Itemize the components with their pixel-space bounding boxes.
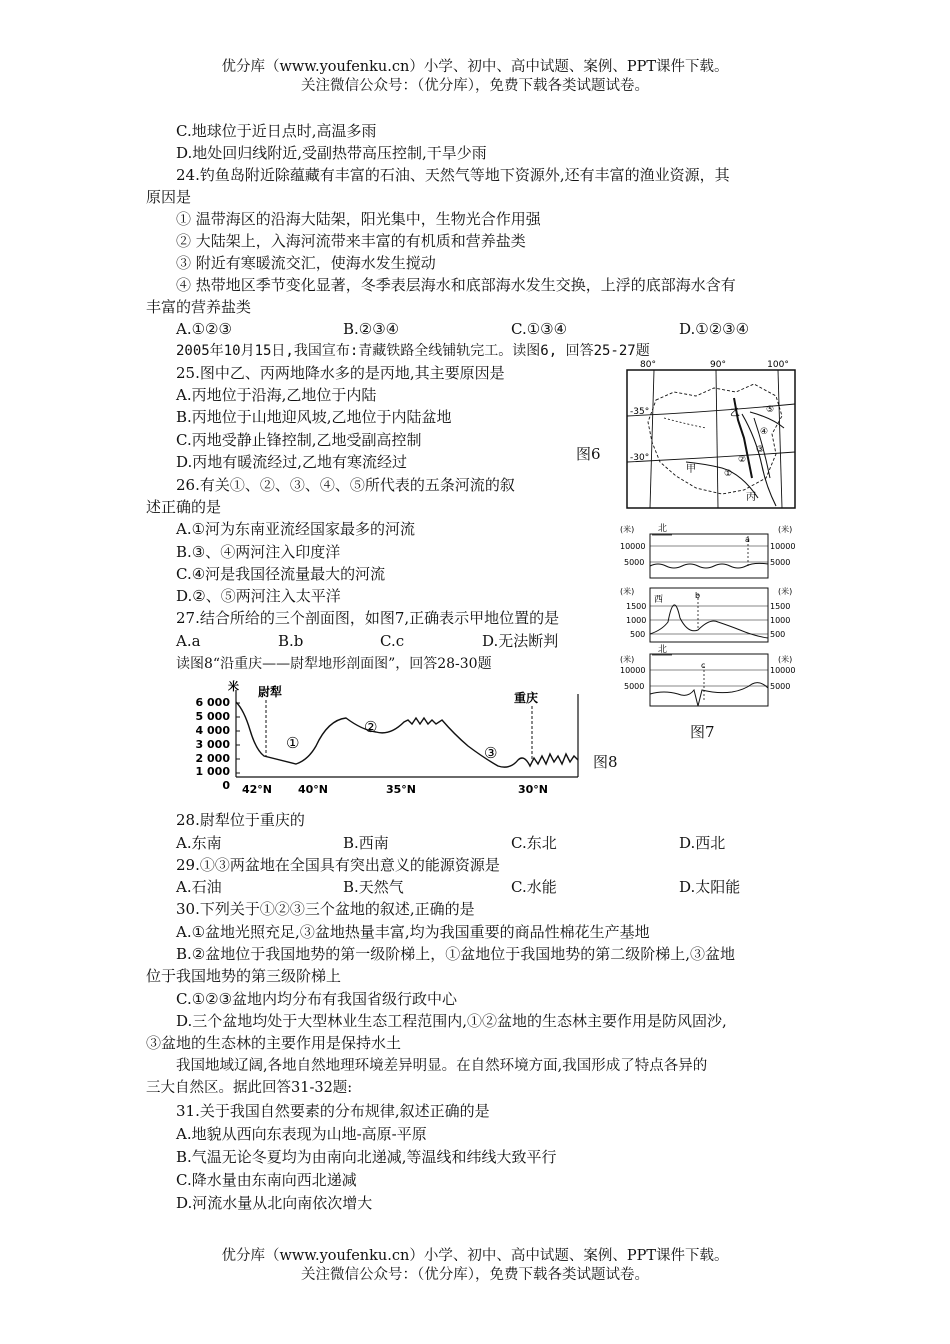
fig7-profile-a	[620, 522, 795, 578]
fig8-ytick-6000: 6 000	[195, 696, 230, 709]
fig6-lat-35: -35°	[630, 407, 650, 417]
footer-line-1: 优分库（www.youfenku.cn）小学、初中、高中试题、案例、PPT课件下载。	[221, 1248, 729, 1264]
fig6-label-bing: 丙	[746, 492, 756, 503]
fig6-river-label-2: ②	[738, 455, 747, 465]
q31-option-b: B.气温无论冬夏均为由南向北递减,等温线和纬线大致平行	[176, 1148, 557, 1166]
q28-option-a: A.东南	[176, 834, 222, 852]
fig6-label-yi: 乙	[730, 408, 740, 419]
q25-stem: 25.图中乙、丙两地降水多的是丙地,其主要原因是	[176, 364, 505, 382]
fig8-basin-2: ②	[364, 718, 378, 736]
fig8-xtick-40: 40°N	[298, 783, 329, 796]
fig7-p2-tick-right-1: 1500	[770, 602, 791, 611]
q30-option-b: B.②盆地位于我国地势的第一级阶梯上，①盆地位于我国地势的第二级阶梯上,③盆地	[176, 945, 736, 963]
q26-option-c: C.④河是我国径流量最大的河流	[176, 565, 386, 583]
fig7-p1-terrain	[650, 563, 768, 568]
fig7-p1-mark: a	[745, 535, 750, 544]
fig7-p2-tick-right-2: 1000	[770, 616, 791, 625]
fig7-p1-direction: 北	[658, 524, 668, 534]
intro-31-32-cont: 三大自然区。据此回答31-32题:	[146, 1080, 353, 1096]
fig7-p3-tick-left-2: 5000	[624, 682, 645, 691]
fig6-label-jia: 甲	[686, 464, 696, 475]
fig8-xtick-42: 42°N	[242, 783, 273, 796]
q24-item-1: ① 温带海区的沿海大陆架，阳光集中，生物光合作用强	[176, 210, 541, 228]
fig8-ytick-4000: 4 000	[195, 724, 230, 737]
q30-option-d-cont: ③盆地的生态林的主要作用是保持水土	[146, 1034, 402, 1052]
fig7-p3-tick-right-2: 5000	[770, 682, 791, 691]
q24-item-2: ② 大陆架上，入海河流带来丰富的有机质和营养盐类	[176, 232, 526, 250]
fig7-p2-tick-left-2: 1000	[626, 616, 647, 625]
fig8-ytick-2000: 2 000	[195, 752, 230, 765]
fig7-p2-unit-left: (米)	[620, 587, 635, 596]
q30-stem: 30.下列关于①②③三个盆地的叙述,正确的是	[176, 900, 475, 918]
q25-option-a: A.丙地位于沿海,乙地位于内陆	[176, 386, 377, 404]
figure-8-profile	[180, 676, 590, 798]
fig7-p1-unit-right: (米)	[778, 525, 793, 534]
fig7-p2-unit-right: (米)	[778, 587, 793, 596]
fig8-basin-1: ①	[286, 734, 300, 752]
fig8-city-chongqing: 重庆	[514, 691, 539, 705]
fig7-p1-unit-left: (米)	[620, 525, 635, 534]
q28-option-b: B.西南	[343, 834, 389, 852]
q27-option-a: A.a	[176, 632, 201, 650]
q28-option-d: D.西北	[679, 834, 726, 852]
fig7-p1-tick-right-2: 5000	[770, 558, 791, 567]
q29-option-c: C.水能	[511, 878, 557, 896]
q30-option-c: C.①②③盆地内均分布有我国省级行政中心	[176, 990, 458, 1008]
q24-item-4: ④ 热带地区季节变化显著，冬季表层海水和底部海水发生交换，上浮的底部海水含有	[176, 276, 736, 294]
q30-option-d: D.三个盆地均处于大型林业生态工程范围内,①②盆地的生态林主要作用是防风固沙,	[176, 1012, 727, 1030]
footer-line-2: 关注微信公众号：（优分库），免费下载各类试题试卷。	[301, 1267, 649, 1283]
fig7-p1-tick-left-2: 5000	[624, 558, 645, 567]
fig6-river-label-3: ③	[756, 445, 765, 455]
fig8-unit: 米	[228, 680, 239, 693]
q29-option-b: B.天然气	[343, 878, 404, 896]
fig7-p3-unit-left: (米)	[620, 655, 635, 664]
fig7-p2-terrain	[650, 605, 768, 638]
fig7-p3-mark: c	[701, 661, 706, 670]
fig6-river-label-1: ①	[724, 469, 733, 479]
figure-7-profiles	[618, 522, 808, 712]
q29-option-a: A.石油	[176, 878, 222, 896]
figure-6-label: 图6	[576, 445, 601, 463]
q25-option-b: B.丙地位于山地迎风坡,乙地位于内陆盆地	[176, 408, 452, 426]
q26-stem-cont: 述正确的是	[146, 498, 222, 516]
q29-stem: 29.①③两盆地在全国具有突出意义的能源资源是	[176, 856, 500, 874]
fig6-lat-30: -30°	[630, 453, 650, 463]
figure-6-map	[626, 358, 798, 510]
q26-option-b: B.③、④两河注入印度洋	[176, 543, 341, 561]
q24-option-c: C.①③④	[511, 320, 568, 338]
fig7-p2-tick-right-3: 500	[770, 630, 786, 639]
fig8-ytick-0: 0	[222, 779, 230, 792]
fig7-p2-tick-left-1: 1500	[626, 602, 647, 611]
q24-option-a: A.①②③	[176, 320, 232, 338]
fig7-p3-tick-right-1: 10000	[770, 666, 796, 675]
q30-option-b-cont: 位于我国地势的第三级阶梯上	[146, 967, 342, 985]
fig7-p3-unit-right: (米)	[778, 655, 793, 664]
fig6-river-label-4: ④	[760, 427, 769, 437]
q25-option-c: C.丙地受静止锋控制,乙地受副高控制	[176, 431, 422, 449]
figure-7-label: 图7	[690, 723, 715, 741]
fig8-xtick-35: 35°N	[386, 783, 417, 796]
q24-stem-cont: 原因是	[146, 188, 192, 206]
q26-stem: 26.有关①、②、③、④、⑤所代表的五条河流的叙	[176, 476, 515, 494]
fig6-lon-90: 90°	[710, 360, 726, 370]
fig8-basin-3: ③	[484, 744, 498, 762]
q31-option-d: D.河流水量从北向南依次增大	[176, 1194, 373, 1212]
q25-option-d: D.丙地有暖流经过,乙地有寒流经过	[176, 453, 408, 471]
q27-option-b: B.b	[278, 632, 304, 650]
header-line-2: 关注微信公众号：（优分库），免费下载各类试题试卷。	[301, 78, 649, 94]
q27-option-d: D.无法断判	[482, 632, 559, 650]
q24-item-3: ③ 附近有寒暖流交汇，使海水发生搅动	[176, 254, 436, 272]
q23-option-d: D.地处回归线附近,受副热带高压控制,干旱少雨	[176, 144, 487, 162]
q27-stem: 27.结合所给的三个剖面图，如图7,正确表示甲地位置的是	[176, 609, 560, 627]
fig7-p3-direction: 北	[658, 645, 668, 655]
fig7-p1-tick-right-1: 10000	[770, 542, 796, 551]
q30-option-a: A.①盆地光照充足,③盆地热量丰富,均为我国重要的商品性棉花生产基地	[176, 923, 650, 941]
fig8-ytick-5000: 5 000	[195, 710, 230, 723]
q31-option-a: A.地貌从西向东表现为山地-高原-平原	[176, 1125, 427, 1143]
fig7-profile-c	[620, 643, 795, 706]
q28-option-c: C.东北	[511, 834, 557, 852]
fig7-p3-frame	[650, 654, 768, 706]
intro-28-30: 读图8“沿重庆——尉犁地形剖面图”，回答28-30题	[176, 656, 492, 672]
fig6-lon-100: 100°	[767, 360, 789, 370]
fig8-ytick-1000: 1 000	[195, 765, 230, 778]
intro-25-27: 2005年10月15日,我国宣布:青藏铁路全线铺轨完工。读图6, 回答25-27题	[176, 343, 650, 359]
q31-option-c: C.降水量由东南向西北递减	[176, 1171, 357, 1189]
fig8-ytick-3000: 3 000	[195, 738, 230, 751]
fig7-p3-tick-left-1: 10000	[620, 666, 646, 675]
fig6-lon-80: 80°	[640, 360, 656, 370]
fig7-p1-frame	[650, 534, 768, 578]
fig7-p2-tick-left-3: 500	[630, 630, 646, 639]
fig8-city-weili: 尉犁	[258, 685, 283, 699]
intro-31-32: 我国地域辽阔,各地自然地理环境差异明显。在自然环境方面,我国形成了特点各异的	[176, 1058, 708, 1074]
header-line-1: 优分库（www.youfenku.cn）小学、初中、高中试题、案例、PPT课件下载。	[221, 59, 729, 75]
fig7-p1-tick-left-1: 10000	[620, 542, 646, 551]
fig6-river-label-5: ⑤	[766, 405, 775, 415]
q28-stem: 28.尉犁位于重庆的	[176, 811, 305, 829]
fig7-p2-mark: b	[695, 591, 701, 600]
q26-option-d: D.②、⑤两河注入太平洋	[176, 587, 341, 605]
q23-option-c: C.地球位于近日点时,高温多雨	[176, 122, 377, 140]
q24-option-d: D.①②③④	[679, 320, 750, 338]
q27-option-c: C.c	[380, 632, 405, 650]
fig8-xtick-30: 30°N	[518, 783, 549, 796]
q24-stem: 24.钓鱼岛附近除蕴藏有丰富的石油、天然气等地下资源外,还有丰富的渔业资源，其	[176, 166, 730, 184]
q31-stem: 31.关于我国自然要素的分布规律,叙述正确的是	[176, 1102, 490, 1120]
q26-option-a: A.①河为东南亚流经国家最多的河流	[176, 520, 416, 538]
q29-option-d: D.太阳能	[679, 878, 741, 896]
q24-option-b: B.②③④	[343, 320, 400, 338]
figure-8-label: 图8	[593, 753, 618, 771]
fig7-profile-b	[620, 586, 792, 642]
q24-item-4-cont: 丰富的营养盐类	[146, 298, 252, 316]
fig7-p2-direction: 西	[654, 595, 664, 605]
